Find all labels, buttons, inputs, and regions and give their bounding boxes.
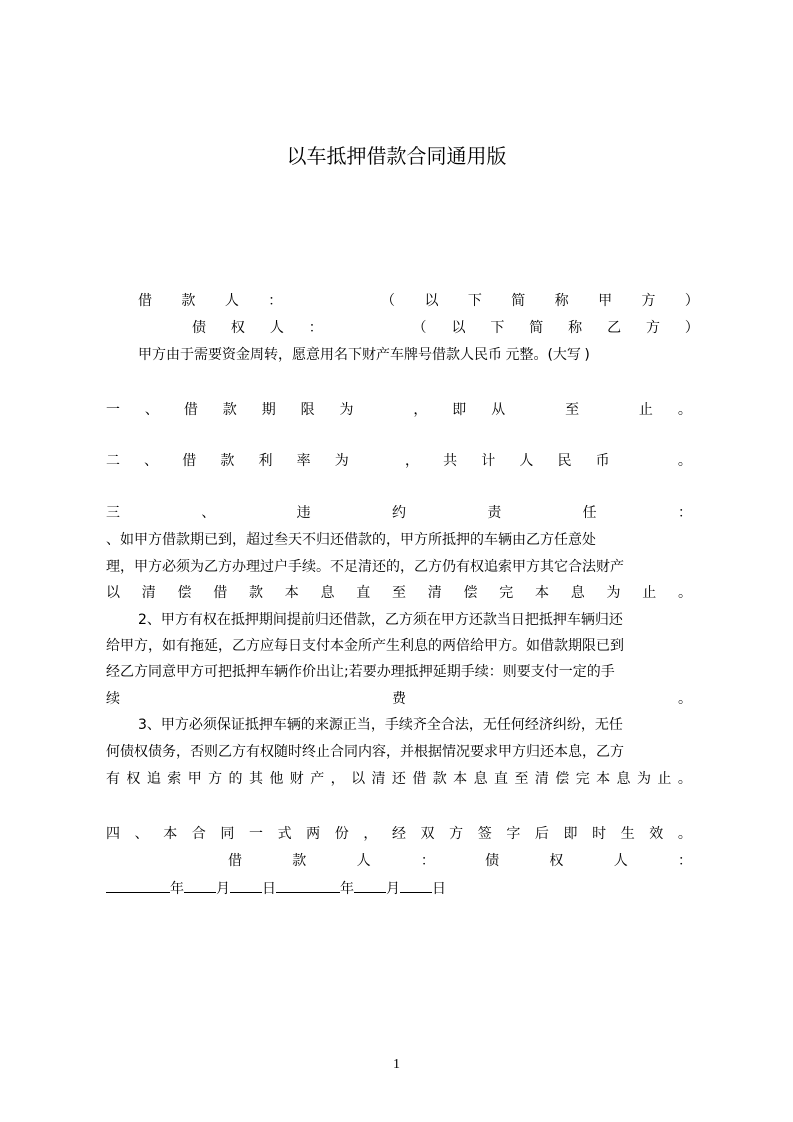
borrower-char: ： (268, 293, 283, 309)
clause-2-char: 币 (595, 453, 610, 469)
text-char: 权 (126, 771, 141, 787)
text-char: 两 (306, 826, 321, 842)
text-char: 他 (269, 771, 284, 787)
text-char: 息 (320, 585, 335, 601)
text-char: 有 (106, 771, 120, 787)
year-blank (276, 878, 340, 893)
borrower-char: 款 (181, 293, 196, 309)
borrower-char: （ (381, 293, 396, 309)
text-char: 为 (636, 771, 651, 787)
text-char: 借 (228, 853, 242, 869)
text-char: ， (363, 826, 378, 842)
text-char: ， (330, 771, 345, 787)
text-char: 本 (453, 771, 468, 787)
clause-1-char: 限 (300, 402, 315, 418)
text-char: 双 (420, 826, 435, 842)
borrower-char: 甲 (598, 293, 613, 309)
text-char: 经 (391, 826, 406, 842)
clause-2-char: ， (405, 453, 419, 469)
borrower-line (138, 291, 699, 311)
clause-3-item-3-line-1: 3、甲方必须保证抵押车辆的来源正当，手续齐全合法，无任何经济纠纷，无任 (138, 717, 623, 733)
day-blank (230, 878, 262, 893)
text-char: 偿 (463, 585, 478, 601)
text-char: 直 (494, 771, 509, 787)
text-char: 款 (292, 853, 307, 869)
year-label: 年 (170, 881, 184, 897)
text-char: 、 (134, 826, 149, 842)
borrower-char: 方 (641, 293, 656, 309)
clause-2-char: 借 (182, 453, 197, 469)
borrower-char: 借 (138, 293, 152, 309)
document-title: 以车抵押借款合同通用版 (286, 144, 507, 168)
text-char: 本 (163, 826, 178, 842)
text-char: 产 (310, 771, 325, 787)
text-char: 清 (141, 585, 156, 601)
creditor-char: 权 (230, 320, 245, 336)
creditor-char: 下 (490, 320, 505, 336)
text-char: 。 (678, 691, 692, 707)
text-char: 生 (620, 826, 635, 842)
clause-3-item-2-line-3: 经乙方同意甲方可把抵押车辆作价出让;若要办理抵押延期手续：则要支付一定的手 (106, 664, 615, 680)
date-line (106, 878, 526, 898)
text-char: 份 (334, 826, 349, 842)
text-char: 人 (613, 853, 628, 869)
text-char: 。 (677, 826, 692, 842)
text-char: 财 (289, 771, 304, 787)
clause-2-char: 民 (557, 453, 572, 469)
clause-2-char: 率 (296, 453, 311, 469)
text-char: 借 (213, 585, 228, 601)
creditor-char: 人 (269, 320, 284, 336)
text-char: 方 (208, 771, 223, 787)
clause-3-heading-char: 责 (487, 505, 502, 521)
clause-1-char: 即 (452, 402, 467, 418)
text-char: 为 (606, 585, 621, 601)
text-char: 偿 (555, 771, 570, 787)
clause-1-char: 、 (144, 402, 159, 418)
clause-1-char: 止 (638, 402, 653, 418)
clause-3-heading (106, 503, 692, 523)
text-char: 完 (575, 771, 590, 787)
clause-3-item-1-line-1: 、如甲方借款期已到，超过叁天不归还借款的，甲方所抵押的车辆由乙方任意处 (106, 532, 596, 548)
creditor-char: 债 (192, 320, 206, 336)
day-blank (400, 878, 432, 893)
text-char: 款 (432, 771, 447, 787)
clause-2 (106, 451, 692, 471)
clause-4 (106, 824, 692, 844)
borrower-char: 以 (424, 293, 439, 309)
clause-1-char: 一 (106, 402, 120, 418)
text-char: 后 (534, 826, 549, 842)
creditor-line (192, 318, 699, 338)
clause-2-char: 二 (106, 453, 120, 469)
text-char: 追 (146, 771, 161, 787)
month-blank (354, 878, 386, 893)
borrower-char: 简 (511, 293, 526, 309)
clause-3-heading-char: 任 (582, 505, 597, 521)
clause-3-item-2-line-2: 给甲方，如有拖延，乙方应每日支付本金所产生利息的两倍给甲方。如借款期限已到 (106, 638, 624, 654)
creditor-char: 方 (645, 320, 660, 336)
clause-3-item-1-line-3 (106, 583, 692, 603)
text-char: 还 (391, 771, 406, 787)
creditor-char: 以 (451, 320, 466, 336)
clause-3-heading-char: 、 (201, 505, 216, 521)
clause-1 (106, 400, 692, 420)
clause-1-char: 至 (565, 402, 580, 418)
text-char: 的 (228, 771, 243, 787)
text-char: 止 (642, 585, 657, 601)
clause-2-char: 计 (481, 453, 496, 469)
borrower-char: 下 (467, 293, 482, 309)
text-char: 人 (356, 853, 371, 869)
month-blank (184, 878, 216, 893)
text-char: 以 (351, 771, 366, 787)
text-char: 续 (106, 691, 120, 707)
text-char: 直 (356, 585, 371, 601)
text-char: 效 (649, 826, 664, 842)
text-char: 其 (248, 771, 263, 787)
text-char: 字 (506, 826, 521, 842)
clause-3-item-2-line-1: 2、甲方有权在抵押期间提前归还借款，乙方须在甲方还款当日把抵押车辆归还 (138, 612, 623, 628)
text-char: 。 (678, 585, 692, 601)
borrower-char: 称 (554, 293, 569, 309)
text-char: 清 (427, 585, 442, 601)
clause-3-heading-char: 约 (391, 505, 406, 521)
creditor-char: （ (412, 320, 427, 336)
text-char: 合 (191, 826, 206, 842)
text-char: 以 (106, 585, 120, 601)
text-char: 费 (392, 691, 406, 707)
clause-1-char: 借 (183, 402, 198, 418)
text-char: 本 (535, 585, 549, 601)
clause-2-char: 共 (443, 453, 458, 469)
clause-1-char: 为 (339, 402, 354, 418)
month-label: 月 (386, 881, 400, 897)
clause-1-char: ， (413, 402, 428, 418)
year-blank (106, 878, 170, 893)
text-char: 完 (499, 585, 514, 601)
creditor-char: 称 (568, 320, 583, 336)
text-char: 本 (284, 585, 299, 601)
text-char: 签 (477, 826, 492, 842)
clause-2-char: 。 (677, 453, 692, 469)
creditor-char: 简 (529, 320, 544, 336)
clause-2-char: 人 (519, 453, 534, 469)
text-char: 权 (549, 853, 564, 869)
clause-3-item-2-line-4 (106, 689, 692, 709)
clause-2-char: 利 (258, 453, 273, 469)
text-char: 式 (277, 826, 292, 842)
clause-3-heading-char: 违 (296, 505, 311, 521)
text-char: 清 (371, 771, 386, 787)
page-number: 1 (393, 1057, 400, 1072)
text-char: 止 (657, 771, 672, 787)
day-label: 日 (432, 881, 446, 897)
clause-3-item-1-line-2: 理，甲方必须为乙方办理过户手续。不足清还的，乙方仍有权追索甲方其它合法财产 (106, 559, 624, 575)
clause-3-item-3-line-3 (106, 769, 692, 789)
text-char: 债 (485, 853, 500, 869)
text-char: 至 (392, 585, 406, 601)
clause-2-char: 为 (334, 453, 349, 469)
text-char: 四 (106, 826, 120, 842)
creditor-char: ） (684, 320, 699, 336)
year-label: 年 (340, 881, 354, 897)
text-char: 甲 (187, 771, 202, 787)
clause-2-char: 、 (144, 453, 159, 469)
text-char: 息 (473, 771, 488, 787)
text-char: 清 (534, 771, 549, 787)
clause-1-char: 款 (222, 402, 237, 418)
text-char: 一 (248, 826, 263, 842)
clause-2-char: 款 (220, 453, 235, 469)
clause-3-item-3-line-2: 何债权债务，否则乙方有权随时终止合同内容，并根据情况要求甲方归还本息，乙方 (106, 744, 624, 760)
text-char: 时 (592, 826, 607, 842)
clause-1-char: 期 (261, 402, 276, 418)
month-label: 月 (216, 881, 230, 897)
creditor-char: ： (308, 320, 323, 336)
clause-3-heading-char: ： (677, 505, 692, 521)
clause-3-heading-char: 三 (106, 505, 120, 521)
day-label: 日 (262, 881, 276, 897)
text-char: 息 (570, 585, 585, 601)
clause-1-char: 从 (491, 402, 506, 418)
signature-line (228, 851, 692, 871)
text-char: 本 (596, 771, 611, 787)
text-char: 。 (677, 771, 692, 787)
text-char: 款 (249, 585, 263, 601)
clause-1-char: 。 (677, 402, 692, 418)
text-char: 索 (167, 771, 182, 787)
text-char: 同 (220, 826, 235, 842)
text-char: ： (420, 853, 435, 869)
text-char: 即 (563, 826, 578, 842)
text-char: 方 (449, 826, 464, 842)
text-char: 借 (412, 771, 427, 787)
intro-paragraph: 甲方由于需要资金周转，愿意用名下财产车牌号借款人民币 元整。(大写 ) (138, 347, 590, 363)
borrower-char: 人 (224, 293, 239, 309)
borrower-char: ） (684, 293, 699, 309)
creditor-char: 乙 (607, 320, 622, 336)
text-char: ： (677, 853, 692, 869)
text-char: 息 (616, 771, 631, 787)
text-char: 至 (514, 771, 529, 787)
text-char: 偿 (177, 585, 192, 601)
